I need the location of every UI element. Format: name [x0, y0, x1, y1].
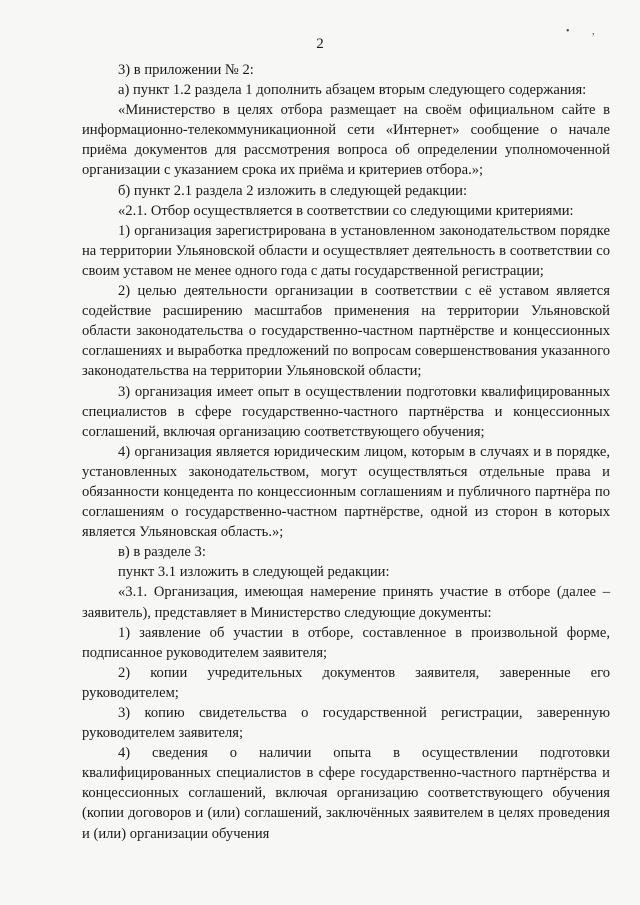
scan-marks: • ,	[566, 26, 605, 37]
document-body	[82, 60, 610, 844]
paragraph-criterion-3: 3) организация имеет опыт в осуществлении подготовки квалифицированных специалистов в сфере государственно-частного партнёрства и концессионных соглашений, включая организацию соответствующего обучения;	[82, 383, 610, 440]
paragraph-2-1: «2.1. Отбор осуществляется в соответствии со следующими критериями:	[118, 202, 574, 219]
paragraph-3-1-intro: пункт 3.1 изложить в следующей редакции:	[118, 564, 390, 581]
paragraph-appendix-2: 3) в приложении № 2:	[118, 62, 254, 78]
paragraph-quote-ministry: «Министерство в целях отбора размещает на своём официальном сайте в информационно-телекоммуникационной сети «Интернет» сообщение о начале приёма документов для рассмотрения вопроса об определении уполномоченной организации с указанием срока их приёма и критериев отбора.»;	[82, 102, 610, 179]
paragraph-item-v: в) в разделе 3:	[118, 544, 206, 561]
paragraph-item-b: б) пункт 2.1 раздела 2 изложить в следующей редакции:	[118, 182, 468, 199]
paragraph-document-3: 3) копию свидетельства о государственной регистрации, заверенную руководителем заявителя;	[82, 705, 610, 742]
paragraph-document-1: 1) заявление об участии в отборе, составленное в произвольной форме, подписанное руководителем заявителя;	[82, 624, 610, 661]
paragraph-3-1: «3.1. Организация, имеющая намерение принять участие в отборе (далее – заявитель), представляет в Министерство следующие документы:	[82, 584, 610, 621]
paragraph-item-a: а) пункт 1.2 раздела 1 дополнить абзацем вторым следующего содержания:	[118, 82, 587, 99]
paragraph-criterion-1: 1) организация зарегистрирована в установленном законодательством порядке на территории Ульяновской области и осуществляет деятельность в соответствии со своим уставом не менее одного года с даты государственной регистрации;	[82, 222, 610, 279]
paragraph-criterion-4: 4) организация является юридическим лицом, которым в случаях и в порядке, установленных законодательством, могут осуществляться отдельные права и обязанности концедента по концессионным соглашениям и публичного партнёра по соглашениям о государственно-частном партнёрстве, одной из сторон в которых является Ульяновская область.»;	[82, 443, 610, 541]
paragraph-document-2: 2) копии учредительных документов заявителя, заверенные его руководителем;	[82, 664, 610, 701]
paragraph-criterion-2: 2) целью деятельности организации в соответствии с её уставом является содействие расширению масштабов применения на территории Ульяновской области законодательства о государственно-частном партнёрстве и концессионных соглашениях и выработка предложений по вопросам совершенствования указанного законодательства на территории Ульяновской области;	[82, 283, 610, 380]
paragraph-document-4: 4) сведения о наличии опыта в осуществлении подготовки квалифицированных специалистов в сфере государственно-частного партнёрства и концессионных соглашений, включая организацию соответствующего обучения (копии договоров и (или) соглашений, заключённых заявителем в целях проведения и (или) организации обучения	[82, 745, 610, 842]
page-number: 2	[316, 36, 324, 52]
